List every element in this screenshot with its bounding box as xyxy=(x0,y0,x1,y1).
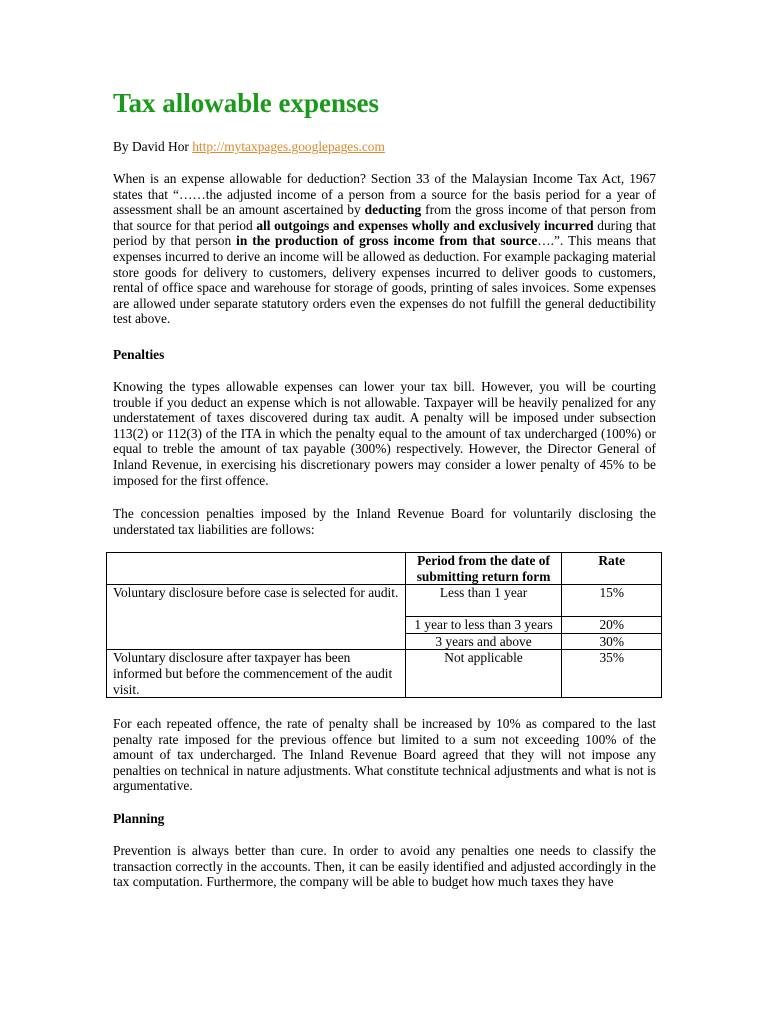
intro-text-1: When is an expense allowable for deduction? Section 33 of the Malaysian Income Tax Act, 1967 states that “……the adjusted income of a person from a source for the basis period for a year of assessment shall be an amount ascertained by xyxy=(113,171,656,218)
table-cell-rate: 20% xyxy=(562,617,662,634)
table-cell-period: Less than 1 year xyxy=(405,585,562,617)
intro-text-2: from the gross income of that person from that source for that period xyxy=(113,202,656,233)
table-cell-rate: 30% xyxy=(562,633,662,650)
table-header-cell: Period from the date of submitting return form xyxy=(405,553,562,585)
table-row xyxy=(107,585,662,617)
intro-text-4: ….”. This means that expenses incurred to derive an income will be allowed as deduction. For example packaging material store goods for delivery to customers, delivery expenses incurred to deliver goods to customers, rental of office space and warehouse for storage of goods, printing of sales invoices. Some expenses are allowed under separate statutory orders even the expenses do not fulfill the general deductibility test above. xyxy=(113,233,656,327)
table-cell-category: Voluntary disclosure before case is selected for audit. xyxy=(107,585,406,650)
table-cell-period: 3 years and above xyxy=(405,633,562,650)
table-header-cell xyxy=(107,553,406,585)
page-title: Tax allowable expenses xyxy=(113,88,380,118)
intro-text-3: during that period by that person xyxy=(113,217,656,249)
table-row xyxy=(107,650,662,698)
penalties-paragraph: Knowing the types allowable expenses can lower your tax bill. However, you will be courting trouble if you deduct an expense which is not allowable. Taxpayer will be heavily penalized for any understatement of taxes discovered during tax audit. A penalty will be imposed under subsection 113(2) or 112(3) of the ITA in which the penalty equal to the amount of tax undercharged (100%) or equal to treble the amount of tax payable (300%) respectively. However, the Director General of Inland Revenue, in exercising his discretionary powers may consider a lower penalty of 45% to be imposed for the first offence. xyxy=(113,379,656,488)
table-cell-category: Voluntary disclosure after taxpayer has been informed but before the commencement of the audit visit. xyxy=(107,650,406,698)
penalty-rates-table xyxy=(106,552,662,698)
table-header-row xyxy=(107,553,662,585)
intro-bold-2: all outgoings and expenses wholly and exclusively incurred xyxy=(256,217,594,233)
planning-paragraph: Prevention is always better than cure. In order to avoid any penalties one needs to classify the transaction correctly in the accounts. Then, it can be easily identified and adjusted accordingly in the tax computation. Furthermore, the company will be able to budget how much taxes they have xyxy=(113,843,656,890)
byline xyxy=(113,139,385,155)
intro-bold-1: deducting xyxy=(364,202,422,218)
table-cell-rate: 15% xyxy=(562,585,662,617)
intro-bold-3: in the production of gross income from that source xyxy=(236,233,538,249)
intro-paragraph xyxy=(113,171,656,327)
planning-heading: Planning xyxy=(113,811,165,826)
penalties-heading: Penalties xyxy=(113,347,165,362)
table-cell-rate: 35% xyxy=(562,650,662,698)
concession-paragraph: The concession penalties imposed by the Inland Revenue Board for voluntarily disclosing the understated tax liabilities are follows: xyxy=(113,506,656,537)
table-header-cell: Rate xyxy=(562,553,662,585)
repeated-offence-paragraph: For each repeated offence, the rate of penalty shall be increased by 10% as compared to the last penalty rate imposed for the previous offence but limited to a sum not exceeding 100% of the amount of tax undercharged. The Inland Revenue Board agreed that they will not impose any penalties on technical in nature adjustments. What constitute technical adjustments and what is not is argumentative. xyxy=(113,716,656,794)
table-cell-period: 1 year to less than 3 years xyxy=(405,617,562,634)
byline-author: By David Hor xyxy=(113,139,189,154)
byline-link[interactable]: http://mytaxpages.googlepages.com xyxy=(192,139,385,154)
table-cell-period: Not applicable xyxy=(405,650,562,698)
